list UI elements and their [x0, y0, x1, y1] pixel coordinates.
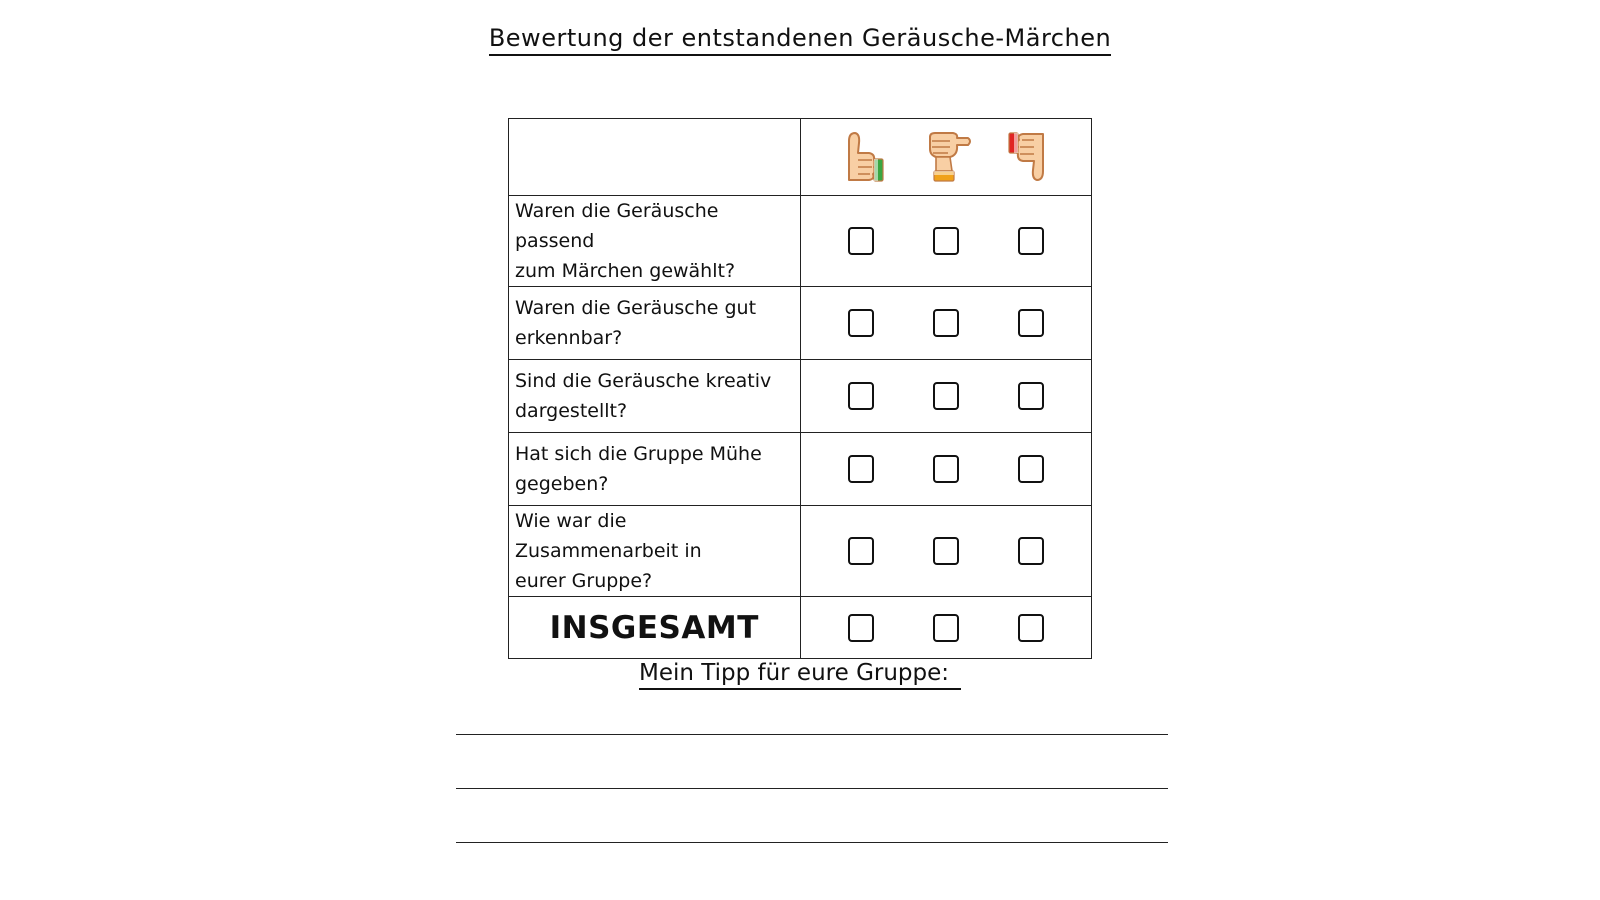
question-text — [509, 287, 801, 360]
rating-table — [508, 118, 1092, 659]
rating-options — [800, 360, 1092, 433]
rating-checkbox-bad[interactable] — [1018, 227, 1044, 255]
rating-checkbox-bad[interactable] — [1018, 614, 1044, 642]
rating-checkbox-good[interactable] — [848, 455, 874, 483]
question-text — [509, 360, 801, 433]
question-text — [509, 506, 801, 597]
title-text: Bewertung der entstandenen Geräusche-Märchen — [489, 24, 1111, 56]
total-row — [509, 597, 1092, 659]
writing-line[interactable] — [456, 842, 1168, 843]
rating-checkbox-good[interactable] — [848, 309, 874, 337]
rating-options — [800, 287, 1092, 360]
rating-options — [800, 506, 1092, 597]
rating-checkbox-bad[interactable] — [1018, 537, 1044, 565]
rating-checkbox-bad[interactable] — [1018, 382, 1044, 410]
rating-options — [800, 433, 1092, 506]
question-line: zum Märchen gewählt? — [515, 260, 736, 282]
question-row — [509, 506, 1092, 597]
rating-options — [800, 196, 1092, 287]
question-row — [509, 287, 1092, 360]
tip-heading — [0, 660, 1600, 686]
rating-checkbox-medium[interactable] — [933, 382, 959, 410]
question-row — [509, 360, 1092, 433]
rating-checkbox-medium[interactable] — [933, 309, 959, 337]
question-line: erkennbar? — [515, 327, 623, 349]
question-line: Sind die Geräusche kreativ — [515, 370, 772, 392]
rating-options — [800, 597, 1092, 659]
total-label: INSGESAMT — [509, 597, 801, 659]
question-line: Waren die Geräusche passend — [515, 200, 719, 252]
question-line: eurer Gruppe? — [515, 570, 653, 592]
table-header-row — [509, 119, 1092, 196]
empty-header-cell — [509, 119, 801, 196]
rating-checkbox-bad[interactable] — [1018, 309, 1044, 337]
rating-checkbox-medium[interactable] — [933, 537, 959, 565]
rating-checkbox-good[interactable] — [848, 382, 874, 410]
rating-checkbox-good[interactable] — [848, 227, 874, 255]
rating-checkbox-good[interactable] — [848, 537, 874, 565]
question-row — [509, 196, 1092, 287]
thumbs-down-icon — [1005, 127, 1057, 187]
page-title — [0, 24, 1600, 52]
thumbs-up-icon — [835, 127, 887, 187]
thumbs-sideways-icon — [920, 127, 972, 187]
rating-checkbox-medium[interactable] — [933, 227, 959, 255]
rating-checkbox-medium[interactable] — [933, 455, 959, 483]
rating-checkbox-bad[interactable] — [1018, 455, 1044, 483]
question-line: dargestellt? — [515, 400, 628, 422]
question-line: Hat sich die Gruppe Mühe — [515, 443, 762, 465]
rating-checkbox-good[interactable] — [848, 614, 874, 642]
question-line: gegeben? — [515, 473, 609, 495]
question-line: Wie war die Zusammenarbeit in — [515, 510, 702, 562]
writing-line[interactable] — [456, 734, 1168, 735]
rating-checkbox-medium[interactable] — [933, 614, 959, 642]
question-row — [509, 433, 1092, 506]
question-text — [509, 433, 801, 506]
question-text — [509, 196, 801, 287]
writing-line[interactable] — [456, 788, 1168, 789]
tip-heading-text: Mein Tipp für eure Gruppe: — [639, 660, 961, 690]
rating-icons-cell — [800, 119, 1092, 196]
question-line: Waren die Geräusche gut — [515, 297, 757, 319]
